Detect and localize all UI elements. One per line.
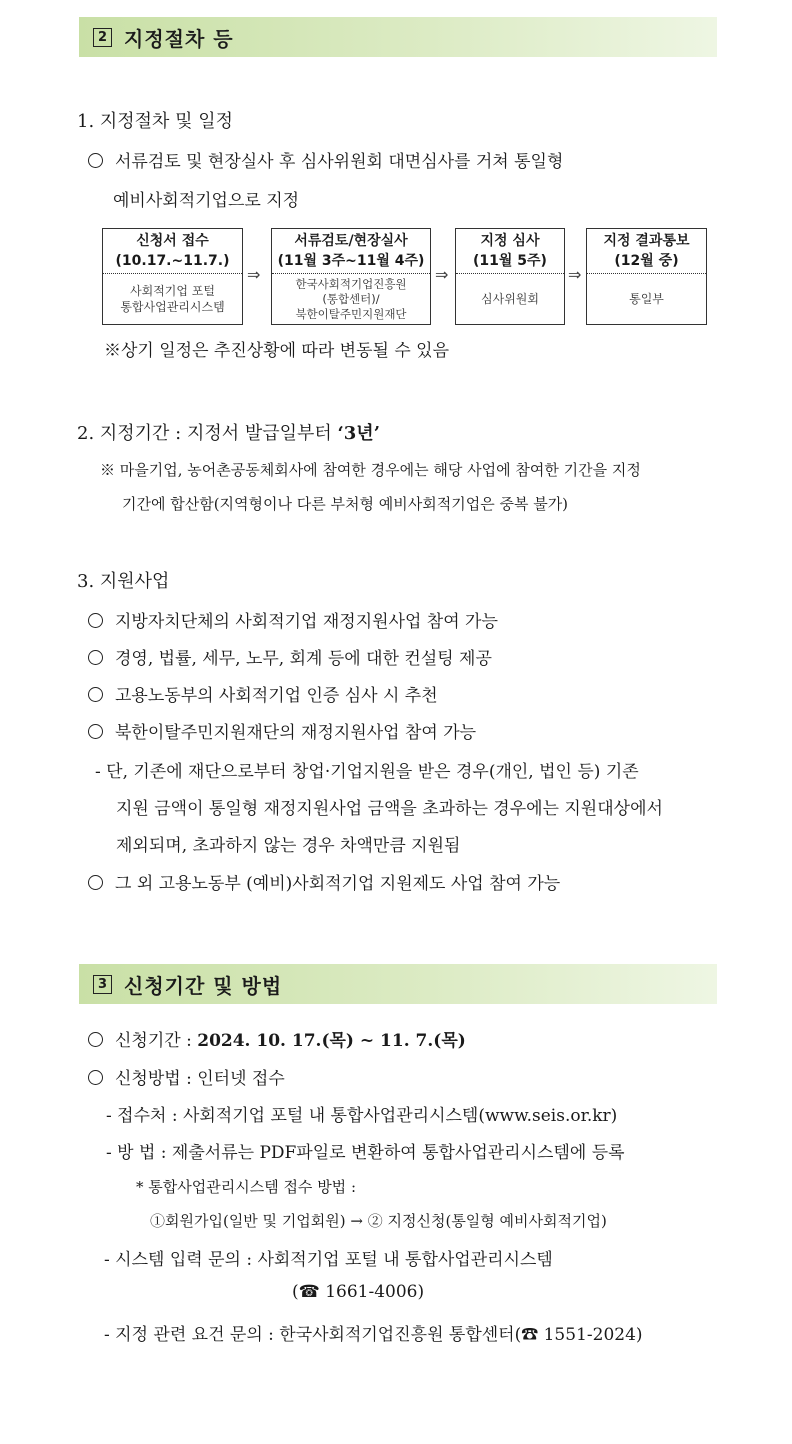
- circle-bullet-icon: [88, 613, 103, 628]
- flow-step-body: 심사위원회: [481, 292, 539, 306]
- flow-step-title: 지정 결과통보: [603, 233, 690, 249]
- note-period-cont: 기간에 합산함(지역형이나 다른 부처형 예비사회적기업은 중복 불가): [122, 495, 569, 513]
- heading-period: 2. 지정기간 : 지정서 발급일부터 ‘3년’: [77, 423, 380, 444]
- flow-arrow-icon: ⇒: [247, 265, 261, 284]
- section-title: 신청기간 및 방법: [124, 973, 283, 998]
- note-period: ※ 마을기업, 농어촌공동체회사에 참여한 경우에는 해당 사업에 참여한 기간을 지정: [100, 461, 641, 479]
- support-item: 경영, 법률, 세무, 노무, 회계 등에 대한 컨설팅 제공: [88, 644, 492, 669]
- section-title: 지정절차 등: [124, 26, 234, 51]
- flow-step-body: 사회적기업 포털 통합사업관리시스템: [120, 284, 225, 314]
- circle-bullet-icon: [88, 650, 103, 665]
- circle-bullet-icon: [88, 1070, 103, 1085]
- flow-step-date: (12월 중): [614, 253, 679, 269]
- support-item: 지방자치단체의 사회적기업 재정지원사업 참여 가능: [88, 607, 498, 632]
- flow-step-3: [455, 228, 565, 325]
- section-number: 2: [93, 28, 112, 47]
- support-item: 북한이탈주민지원재단의 재정지원사업 참여 가능: [88, 718, 476, 743]
- heading-procedure: 1. 지정절차 및 일정: [77, 111, 234, 132]
- support-detail-cont: 지원 금액이 통일형 재정지원사업 금액을 초과하는 경우에는 지원대상에서: [116, 799, 663, 819]
- apply-steps-label: * 통합사업관리시스템 접수 방법 :: [136, 1178, 356, 1196]
- circle-bullet-icon: [88, 1032, 103, 1047]
- flow-step-1: [102, 228, 243, 325]
- support-detail-cont: 제외되며, 초과하지 않는 경우 차액만큼 지원됨: [116, 836, 461, 856]
- apply-period: 신청기간 : 2024. 10. 17.(목) ~ 11. 7.(목): [88, 1026, 466, 1051]
- requirement-inquiry: - 지정 관련 요건 문의 : 한국사회적기업진흥원 통합센터(☎ 1551-2024): [104, 1325, 643, 1345]
- circle-bullet-icon: [88, 687, 103, 702]
- apply-method: 신청방법 : 인터넷 접수: [88, 1064, 285, 1089]
- flow-step-body: 통일부: [629, 292, 664, 306]
- flow-step-date: (11월 5주): [473, 253, 547, 269]
- flow-step-body: 한국사회적기업진흥원 (통합센터)/ 북한이탈주민지원재단: [295, 276, 407, 321]
- flow-step-title: 신청서 접수: [136, 233, 209, 249]
- flow-arrow-icon: ⇒: [568, 265, 582, 284]
- flow-step-date: (11월 3주~11월 4주): [277, 253, 425, 269]
- support-item: 고용노동부의 사회적기업 인증 심사 시 추천: [88, 681, 438, 706]
- circle-bullet-icon: [88, 875, 103, 890]
- section-2-banner: [79, 17, 717, 57]
- apply-place: - 접수처 : 사회적기업 포털 내 통합사업관리시스템(www.seis.or.kr): [106, 1106, 618, 1126]
- flow-step-2: [271, 228, 431, 325]
- bullet-procedure-cont: 예비사회적기업으로 지정: [113, 191, 300, 211]
- section-3-banner: [79, 964, 717, 1004]
- apply-steps: ①회원가입(일반 및 기업회원) → ② 지정신청(통일형 예비사회적기업): [150, 1212, 607, 1230]
- flow-step-title: 지정 심사: [480, 233, 540, 249]
- system-inquiry: - 시스템 입력 문의 : 사회적기업 포털 내 통합사업관리시스템: [104, 1250, 553, 1270]
- bullet-procedure: 서류검토 및 현장실사 후 심사위원회 대면심사를 거쳐 통일형: [88, 147, 563, 172]
- circle-bullet-icon: [88, 153, 103, 168]
- flow-arrow-icon: ⇒: [435, 265, 449, 284]
- support-item: 그 외 고용노동부 (예비)사회적기업 지원제도 사업 참여 가능: [88, 869, 560, 894]
- apply-how: - 방 법 : 제출서류는 PDF파일로 변환하여 통합사업관리시스템에 등록: [106, 1143, 625, 1163]
- system-inquiry-phone: (☎ 1661-4006): [292, 1282, 425, 1302]
- flow-note: ※상기 일정은 추진상황에 따라 변동될 수 있음: [104, 341, 450, 361]
- flow-step-title: 서류검토/현장실사: [294, 233, 408, 249]
- flow-step-date: (10.17.~11.7.): [115, 253, 230, 269]
- flow-step-4: [586, 228, 707, 325]
- section-number: 3: [93, 975, 112, 994]
- heading-support: 3. 지원사업: [77, 571, 170, 592]
- circle-bullet-icon: [88, 724, 103, 739]
- support-detail: - 단, 기존에 재단으로부터 창업·기업지원을 받은 경우(개인, 법인 등) 기존: [95, 762, 639, 782]
